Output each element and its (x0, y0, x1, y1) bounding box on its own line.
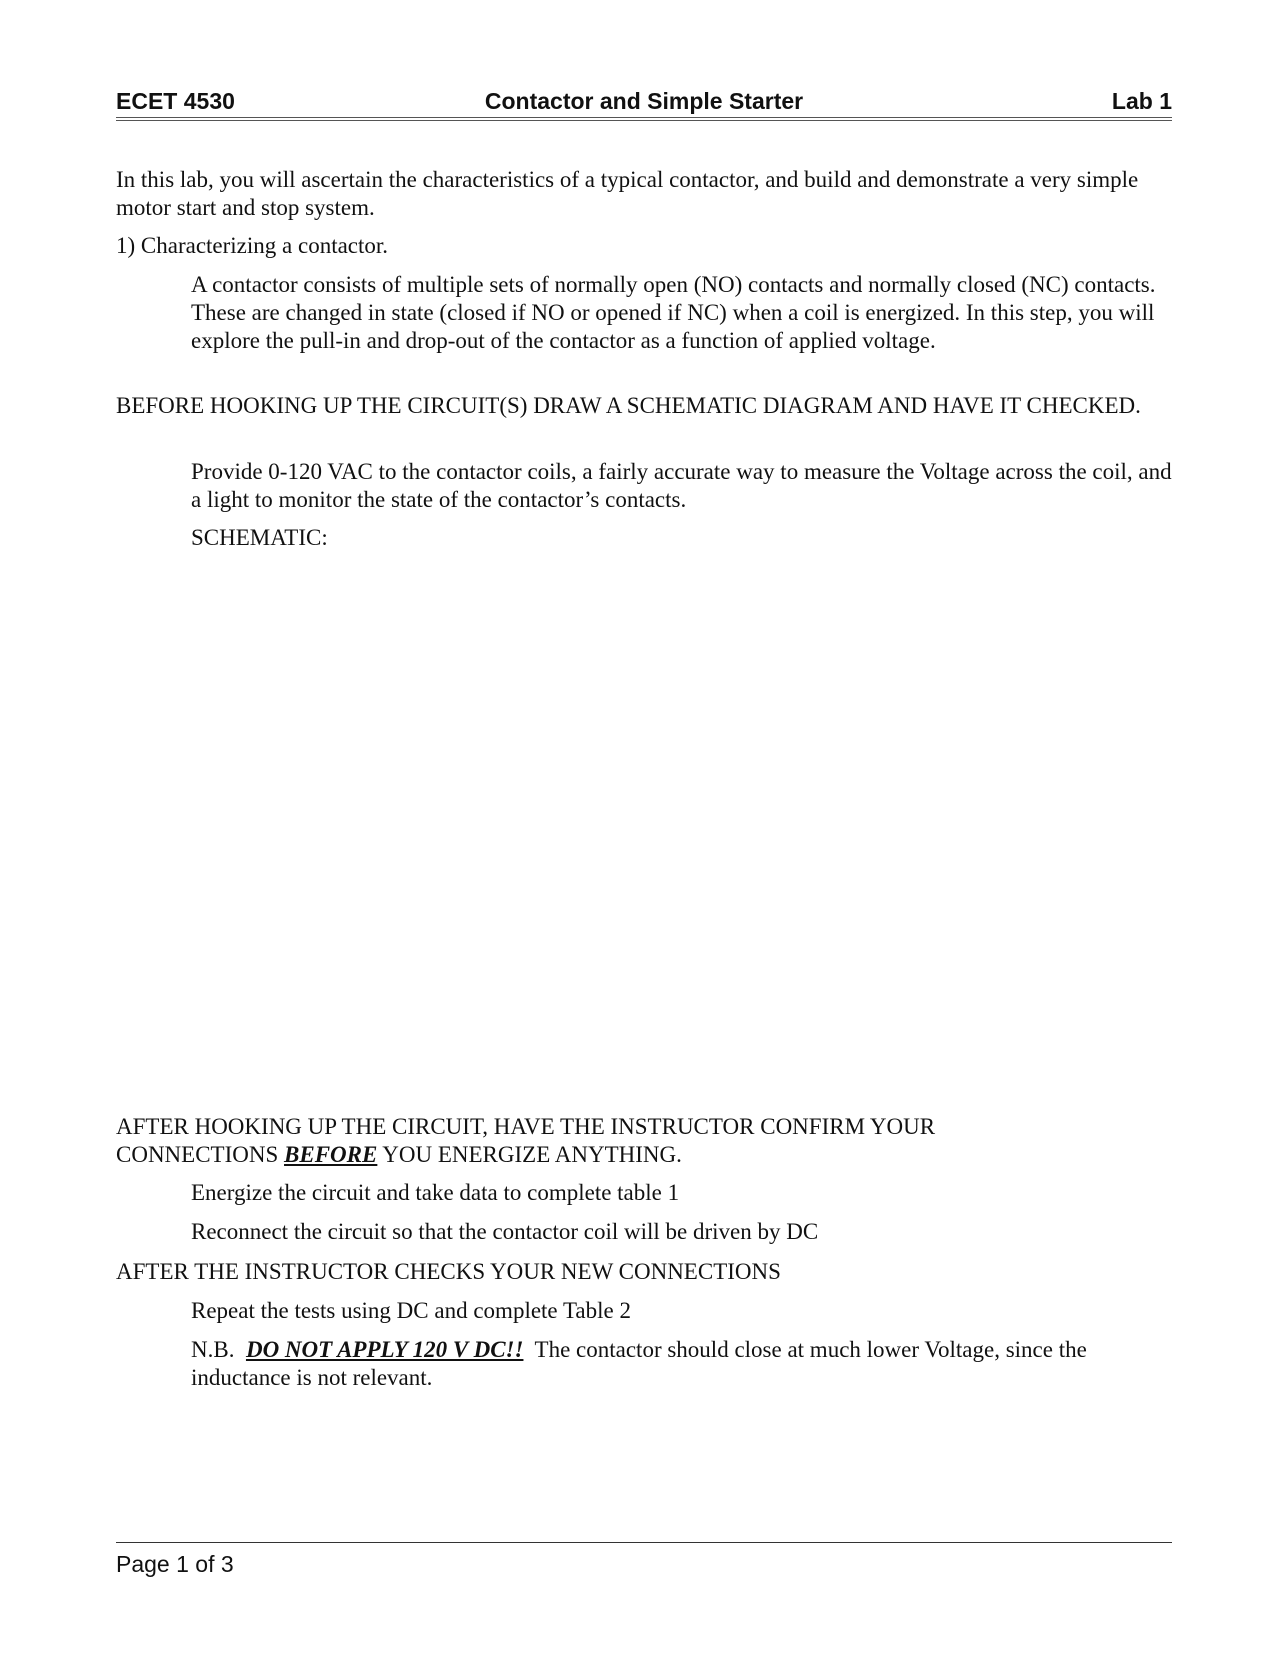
connections-warning-part1: AFTER HOOKING UP THE CIRCUIT, HAVE THE INSTRUCTOR CONFIRM YOUR CONNECTIONS (116, 1114, 936, 1167)
schematic-label: SCHEMATIC: (191, 525, 328, 550)
nb-note (191, 1336, 1176, 1392)
schematic-warning: BEFORE HOOKING UP THE CIRCUIT(S) DRAW A SCHEMATIC DIAGRAM AND HAVE IT CHECKED. (116, 393, 1141, 418)
course-code: ECET 4530 (116, 88, 235, 114)
nb-emphasis: DO NOT APPLY 120 V DC!! (245, 1337, 524, 1362)
connections-warning (116, 1113, 1016, 1169)
step-reconnect: Reconnect the circuit so that the contactor coil will be driven by DC (191, 1219, 819, 1244)
document-title: Contactor and Simple Starter (484, 88, 804, 114)
connections-warning-part2: YOU ENERGIZE ANYTHING. (377, 1142, 682, 1167)
provide-instructions: Provide 0-120 VAC to the contactor coils, a fairly accurate way to measure the Voltage across the coil, and a light to monitor the state of the contactor’s contacts. (191, 459, 1172, 512)
nb-prefix: N.B. (191, 1337, 246, 1362)
page-number: Page 1 of 3 (116, 1551, 234, 1577)
page-header (116, 84, 1172, 118)
header-rule (116, 117, 1172, 118)
header-rule-second (116, 120, 1172, 121)
section-heading: 1) Characterizing a contactor. (116, 233, 389, 258)
step-repeat: Repeat the tests using DC and complete Table 2 (191, 1298, 631, 1323)
lab-number: Lab 1 (1111, 88, 1172, 114)
intro-paragraph: In this lab, you will ascertain the characteristics of a typical contactor, and build and demonstrate a very simple motor start and stop system. (116, 167, 1139, 220)
new-connections-warning: AFTER THE INSTRUCTOR CHECKS YOUR NEW CONNECTIONS (116, 1259, 781, 1284)
footer-rule (116, 1542, 1172, 1543)
contactor-description: A contactor consists of multiple sets of normally open (NO) contacts and normally closed (NC) contacts. These are changed in state (closed if NO or opened if NC) when a coil is energized. In this step, you will explore the pull-in and drop-out of the contactor as a function of applied voltage. (191, 272, 1156, 353)
connections-warning-emphasis: BEFORE (284, 1142, 378, 1167)
nb-suffix: The contactor should close at much lower Voltage, since the inductance is not relevant. (191, 1337, 1093, 1390)
step-energize: Energize the circuit and take data to complete table 1 (191, 1180, 680, 1205)
